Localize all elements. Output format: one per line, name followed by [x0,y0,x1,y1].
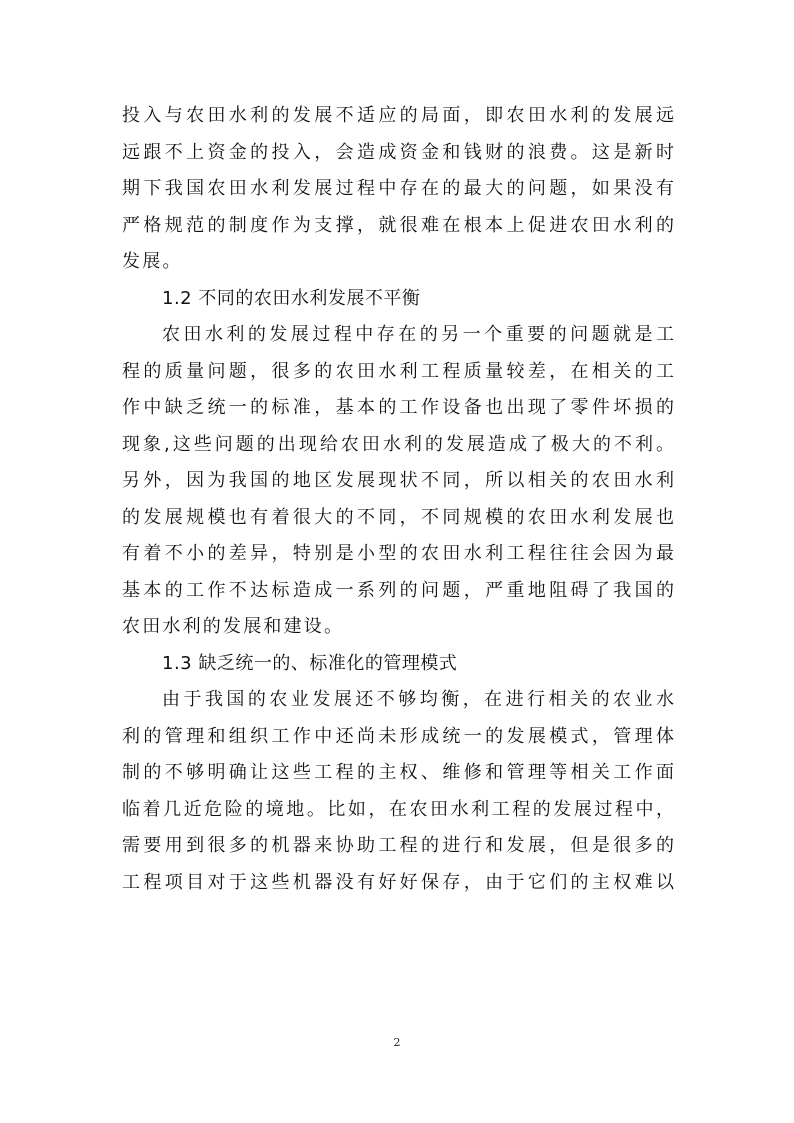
text-line: 作中缺乏统一的标准，基本的工作设备也出现了零件坏损的 [122,397,674,418]
text-line: 投入与农田水利的发展不适应的局面，即农田水利的发展远 [122,105,674,126]
body-text [122,98,674,901]
text-line: 现象,这些问题的出现给农田水利的发展造成了极大的不利。 [122,433,674,455]
text-line: 临着几近危险的境地。比如，在农田水利工程的发展过程中， [122,798,674,820]
text-line: 基本的工作不达标造成一系列的问题，严重地阻碍了我国的 [122,579,674,601]
text-line: 发展。 [122,251,183,272]
text-line: 工程项目对于这些机器没有好好保存，由于它们的主权难以 [122,871,674,893]
text-line: 程的质量问题，很多的农田水利工程质量较差，在相关的工 [122,360,674,382]
text-line: 利的管理和组织工作中还尚未形成统一的发展模式，管理体 [122,725,674,747]
section-heading: 1.3 缺乏统一的、标准化的管理模式 [162,652,458,674]
text-line: 制的不够明确让这些工程的主权、维修和管理等相关工作面 [122,762,674,783]
text-line: 另外，因为我国的地区发展现状不同，所以相关的农田水利 [122,470,674,491]
text-line: 由于我国的农业发展还不够均衡，在进行相关的农业水 [162,689,674,710]
text-line: 严格规范的制度作为支撑，就很难在根本上促进农田水利的 [122,214,674,236]
text-line: 农田水利的发展过程中存在的另一个重要的问题就是工 [162,324,674,345]
text-line: 的发展规模也有着很大的不同，不同规模的农田水利发展也 [122,506,674,528]
section-heading: 1.2 不同的农田水利发展不平衡 [162,287,421,309]
text-line: 有着不小的差异，特别是小型的农田水利工程往往会因为最 [122,543,674,564]
text-line: 农田水利的发展和建设。 [122,616,345,637]
text-line: 期下我国农田水利发展过程中存在的最大的问题，如果没有 [122,178,674,199]
text-line: 远跟不上资金的投入，会造成资金和钱财的浪费。这是新时 [122,141,674,163]
text-line: 需要用到很多的机器来协助工程的进行和发展，但是很多的 [122,835,674,856]
page-number: 2 [393,1036,401,1049]
